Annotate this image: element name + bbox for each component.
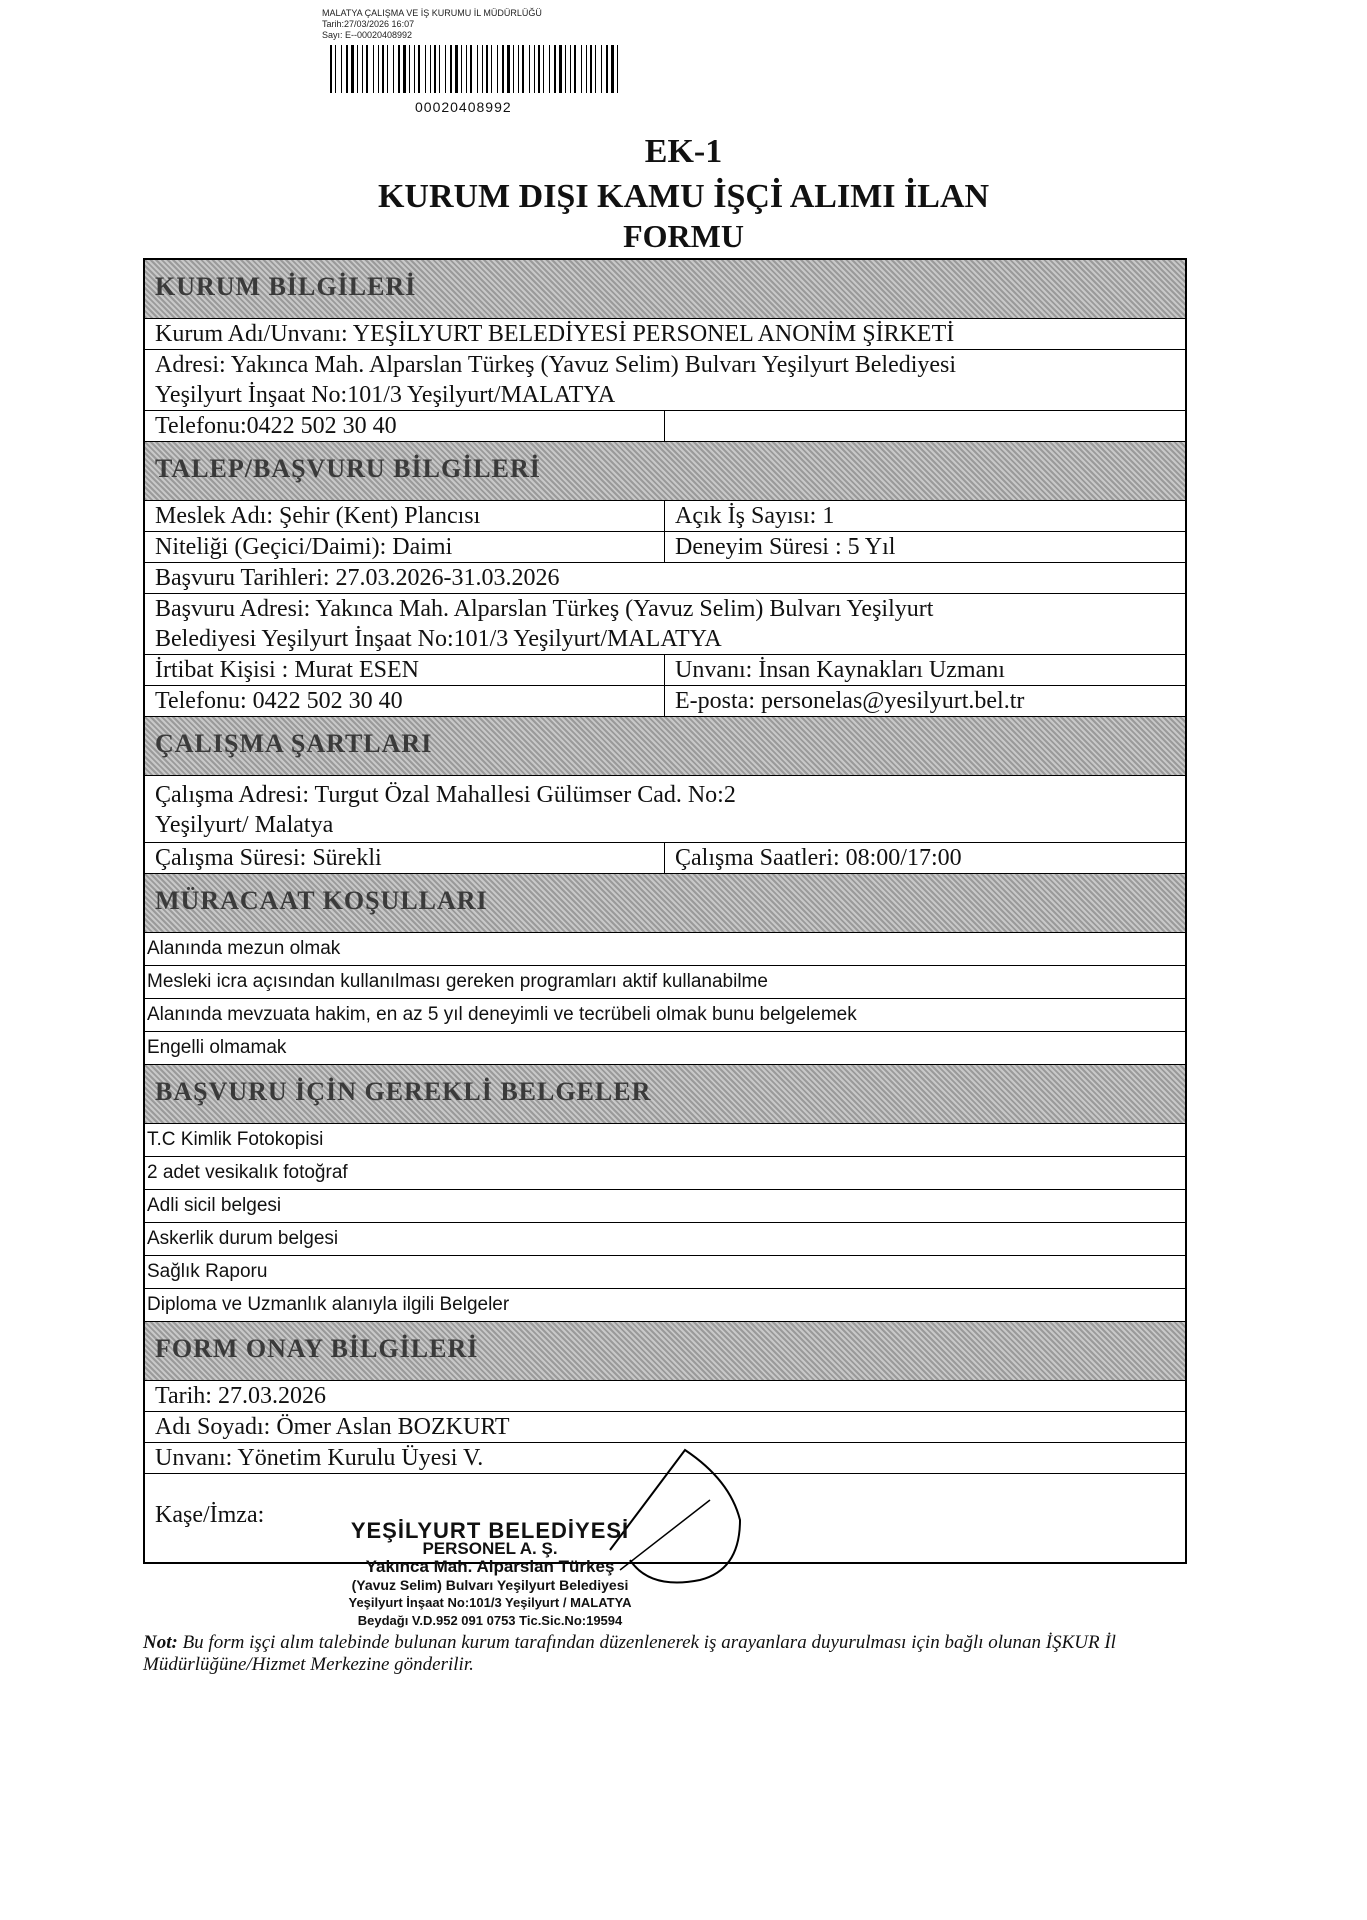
barcode-bar — [549, 45, 550, 93]
form-row — [145, 1381, 1185, 1412]
list-item-text: Askerlik durum belgesi — [147, 1228, 339, 1249]
muracaat-list — [145, 933, 1185, 1064]
barcode-bar — [461, 45, 462, 93]
application-form — [143, 258, 1187, 1564]
page-title-ek: EK-1 — [644, 133, 723, 170]
onay-tarih: Tarih: 27.03.2026 — [155, 1383, 326, 1409]
section-header-onay — [145, 1321, 1185, 1381]
barcode-bar — [595, 45, 596, 93]
barcode-bar — [409, 45, 410, 93]
form-row — [145, 686, 1185, 717]
list-item-text: T.C Kimlik Fotokopisi — [147, 1129, 324, 1150]
barcode-bar — [430, 45, 431, 93]
form-row — [145, 319, 1185, 350]
list-item-text: Diploma ve Uzmanlık alanıyla ilgili Belgeler — [147, 1294, 510, 1315]
barcode-bar — [470, 45, 472, 93]
talep-telefon: Telefonu: 0422 502 30 40 — [145, 686, 665, 716]
talep-eposta: E-posta: personelas@yesilyurt.bel.tr — [675, 688, 1025, 714]
barcode-bar — [586, 45, 587, 93]
barcode-bar — [357, 45, 358, 93]
barcode-bar — [346, 45, 348, 93]
acik-is-sayisi: Açık İş Sayısı: 1 — [675, 503, 835, 529]
barcode-bar — [450, 45, 452, 93]
meslek-adi: Meslek Adı: Şehir (Kent) Plancısı — [145, 501, 665, 531]
page-title-cont: FORMU — [623, 218, 744, 254]
calisma-adresi — [145, 776, 1185, 842]
section-header-belgeler — [145, 1064, 1185, 1124]
seal-line: (Yavuz Selim) Bulvarı Yeşilyurt Belediyesi — [351, 1577, 629, 1593]
seal-line: Beydağı V.D.952 091 0753 Tic.Sic.No:19594 — [357, 1613, 623, 1628]
list-item — [145, 1256, 1185, 1289]
form-row — [145, 594, 1185, 655]
basvuru-tarihleri: Başvuru Tarihleri: 27.03.2026-31.03.2026 — [155, 565, 560, 591]
kurum-adi: Kurum Adı/Unvanı: YEŞİLYURT BELEDİYESİ PERSONEL ANONİM ŞİRKETİ — [155, 321, 955, 347]
note-label: Not: — [143, 1632, 178, 1653]
basvuru-adres-line2: Belediyesi Yeşilyurt İnşaat No:101/3 Yeşilyurt/MALATYA — [155, 626, 722, 652]
list-item — [145, 966, 1185, 999]
barcode-bar — [491, 45, 492, 93]
barcode-bar — [351, 45, 354, 93]
section-header-kurum — [145, 260, 1185, 319]
company-seal — [340, 1518, 640, 1630]
onay-unvan: Unvanı: Yönetim Kurulu Üyesi V. — [155, 1445, 484, 1471]
barcode-bar — [617, 45, 618, 93]
barcode-bar — [507, 45, 510, 93]
calisma-suresi: Çalışma Süresi: Sürekli — [145, 843, 665, 873]
barcode-bar — [373, 45, 374, 93]
section-title: TALEP/BAŞVURU BİLGİLERİ — [155, 454, 541, 483]
section-title: FORM ONAY BİLGİLERİ — [155, 1334, 479, 1363]
list-item-text: 2 adet vesikalık fotoğraf — [147, 1162, 348, 1183]
section-title: ÇALIŞMA ŞARTLARI — [155, 729, 433, 758]
list-item — [145, 1124, 1185, 1157]
form-row — [145, 655, 1185, 686]
barcode-bar — [543, 45, 544, 93]
section-header-calisma — [145, 717, 1185, 776]
list-item — [145, 1032, 1185, 1064]
section-title: BAŞVURU İÇİN GEREKLİ BELGELER — [155, 1077, 652, 1106]
section-header-talep — [145, 442, 1185, 501]
barcode-bar — [486, 45, 488, 93]
stamp-line: MALATYA ÇALIŞMA VE İŞ KURUMU İL MÜDÜRLÜĞÜ — [322, 8, 542, 18]
deneyim-suresi: Deneyim Süresi : 5 Yıl — [675, 534, 896, 560]
barcode-bar — [335, 45, 336, 93]
seal-line: YEŞİLYURT BELEDİYESİ — [350, 1518, 630, 1543]
barcode-bar — [497, 45, 498, 93]
section-header-muracaat — [145, 874, 1185, 933]
barcode-bar — [574, 45, 576, 93]
onay-adi-soyadi: Adı Soyadı: Ömer Aslan BOZKURT — [155, 1414, 510, 1440]
barcode-bar — [554, 45, 556, 93]
stamp-line: Sayı: E--00020408992 — [322, 30, 413, 40]
form-row — [145, 532, 1185, 563]
barcode-bar — [425, 45, 426, 93]
belgeler-list — [145, 1124, 1185, 1321]
form-row — [145, 350, 1185, 411]
basvuru-adresi — [145, 594, 1185, 654]
kurum-adres — [145, 350, 1185, 410]
barcode-bar — [529, 45, 530, 93]
calisma-adres-line2: Yeşilyurt/ Malatya — [155, 812, 334, 838]
form-row — [145, 411, 1185, 442]
calisma-adres-line1: Çalışma Adresi: Turgut Özal Mahallesi Gülümser Cad. No:2 — [155, 782, 736, 808]
kurum-adres-line2: Yeşilyurt İnşaat No:101/3 Yeşilyurt/MALATYA — [155, 382, 616, 408]
barcode-bar — [502, 45, 504, 93]
seal-line: Yeşilyurt İnşaat No:101/3 Yeşilyurt / MALATYA — [348, 1595, 632, 1610]
irtibat-kisisi: İrtibat Kişisi : Murat ESEN — [145, 655, 665, 685]
barcode-bar — [570, 45, 571, 93]
barcode-bar — [366, 45, 368, 93]
calisma-saatleri: Çalışma Saatleri: 08:00/17:00 — [675, 845, 962, 871]
barcode-bar — [439, 45, 440, 93]
document-stamp — [322, 8, 542, 41]
section-title: MÜRACAAT KOŞULLARI — [155, 886, 488, 915]
form-row — [145, 1412, 1185, 1443]
barcode-bar — [534, 45, 535, 93]
barcode-bar — [403, 45, 406, 93]
barcode-bar — [393, 45, 394, 93]
list-item-text: Sağlık Raporu — [147, 1261, 268, 1282]
seal-line: Yakınca Mah. Alparslan Türkeş — [365, 1557, 615, 1576]
barcode-bar — [518, 45, 519, 93]
list-item — [145, 999, 1185, 1032]
barcode-bar — [581, 45, 582, 93]
barcode-bar — [477, 45, 478, 93]
barcode-bar — [565, 45, 566, 93]
page-title: KURUM DIŞI KAMU İŞÇİ ALIMI İLAN — [377, 178, 990, 215]
kase-imza-label: Kaşe/İmza: — [155, 1502, 265, 1528]
barcode-bar — [611, 45, 614, 93]
list-item — [145, 1190, 1185, 1223]
kurum-telefon: Telefonu:0422 502 30 40 — [145, 411, 665, 441]
barcode-number: 00020408992 — [415, 99, 512, 115]
kurum-adres-line1: Adresi: Yakınca Mah. Alparslan Türkeş (Yavuz Selim) Bulvarı Yeşilyurt Belediyesi — [155, 352, 957, 378]
barcode-bar — [482, 45, 483, 93]
barcode-bar — [445, 45, 446, 93]
empty-cell — [665, 411, 1185, 441]
barcode-bar — [414, 45, 415, 93]
barcode-bar — [455, 45, 458, 93]
barcode-bar — [601, 45, 602, 93]
barcode-bar — [538, 45, 540, 93]
barcode-bar — [398, 45, 400, 93]
list-item-text: Alanında mezun olmak — [147, 938, 341, 959]
niteligi: Niteliği (Geçici/Daimi): Daimi — [145, 532, 665, 562]
irtibat-unvan: Unvanı: İnsan Kaynakları Uzmanı — [675, 657, 1005, 683]
basvuru-adres-line1: Başvuru Adresi: Yakınca Mah. Alparslan Türkeş (Yavuz Selim) Bulvarı Yeşilyurt — [155, 596, 934, 622]
barcode-bar — [362, 45, 363, 93]
barcode-bar — [378, 45, 379, 93]
list-item — [145, 1223, 1185, 1256]
barcode-bar — [330, 45, 332, 93]
barcode-image — [330, 45, 618, 93]
list-item — [145, 933, 1185, 966]
list-item-text: Adli sicil belgesi — [147, 1195, 282, 1216]
barcode-bar — [559, 45, 562, 93]
barcode-bar — [606, 45, 608, 93]
barcode-bar — [590, 45, 592, 93]
section-title: KURUM BİLGİLERİ — [155, 272, 417, 301]
footer-note — [143, 1632, 1183, 1676]
form-row — [145, 843, 1185, 874]
barcode-bar — [466, 45, 467, 93]
note-text: Bu form işçi alım talebinde bulunan kurum tarafından düzenlenerek iş arayanlara duyurulması için bağlı olunan İŞKUR İl Müdürlüğüne/Hizmet Merkezine gönderilir. — [143, 1632, 1116, 1675]
seal-line: PERSONEL A. Ş. — [422, 1539, 558, 1558]
list-item-text: Mesleki icra açısından kullanılması gereken programları aktif kullanabilme — [147, 971, 768, 992]
barcode-bar — [522, 45, 524, 93]
form-row — [145, 501, 1185, 532]
list-item-text: Alanında mevzuata hakim, en az 5 yıl deneyimli ve tecrübeli olmak bunu belgelemek — [147, 1004, 857, 1025]
barcode-bar — [382, 45, 384, 93]
list-item — [145, 1157, 1185, 1190]
barcode-bar — [341, 45, 342, 93]
form-row — [145, 563, 1185, 594]
list-item-text: Engelli olmamak — [147, 1037, 287, 1058]
form-row — [145, 776, 1185, 843]
barcode-bar — [513, 45, 514, 93]
barcode-bar — [434, 45, 436, 93]
barcode-bar — [418, 45, 420, 93]
list-item — [145, 1289, 1185, 1321]
barcode-bar — [387, 45, 388, 93]
stamp-line: Tarih:27/03/2026 16:07 — [322, 19, 415, 29]
